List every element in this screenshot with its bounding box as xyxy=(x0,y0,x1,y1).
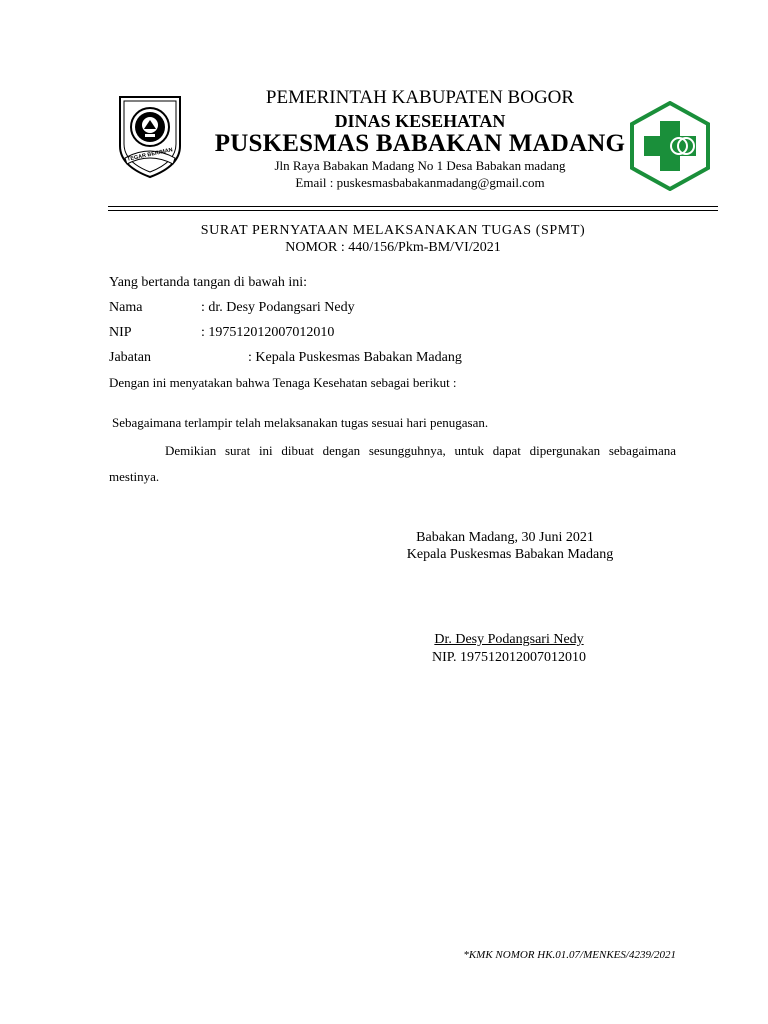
left-logo-motto: TEGAR BERIMAN xyxy=(126,147,174,163)
document-title: SURAT PERNYATAAN MELAKSANAKAN TUGAS (SPMT) xyxy=(200,223,586,238)
letterhead-divider-thin xyxy=(108,210,718,211)
signature-place-date: Babakan Madang, 30 Juni 2021 xyxy=(416,530,594,545)
attachment-note: Sebagaimana terlampir telah melaksanakan tugas sesuai hari penugasan. xyxy=(112,415,489,430)
letterhead-email: Email : puskesmasbabakanmadang@gmail.com xyxy=(295,175,545,190)
letterhead-government: PEMERINTAH KABUPATEN BOGOR xyxy=(265,87,575,108)
statement-text: Dengan ini menyatakan bahwa Tenaga Kesehatan sebagai berikut : xyxy=(109,375,457,390)
signature-role: Kepala Puskesmas Babakan Madang xyxy=(406,547,614,562)
letterhead-department: DINAS KESEHATAN xyxy=(334,111,506,131)
footer-reference: *KMK NOMOR HK.01.07/MENKES/4239/2021 xyxy=(463,949,676,961)
position-value: : Kepala Puskesmas Babakan Madang xyxy=(248,350,462,365)
letterhead-organization: PUSKESMAS BABAKAN MADANG xyxy=(214,130,626,157)
name-label: Nama xyxy=(109,300,143,315)
signatory-nip: NIP. 197512012007012010 xyxy=(431,650,586,665)
name-value: : dr. Desy Podangsari Nedy xyxy=(201,300,355,315)
nip-value: : 197512012007012010 xyxy=(201,325,335,340)
nip-label: NIP xyxy=(109,325,132,340)
position-label: Jabatan xyxy=(109,350,151,365)
bogor-regency-crest-icon xyxy=(117,94,183,180)
closing-paragraph: Demikian surat ini dibuat dengan sesungguhnya, untuk dapat dipergunakan sebagaimana mestinya. xyxy=(109,443,676,484)
signatory-name: Dr. Desy Podangsari Nedy xyxy=(434,632,584,647)
intro-text: Yang bertanda tangan di bawah ini: xyxy=(109,275,308,290)
letterhead-divider xyxy=(108,206,718,207)
letterhead-address: Jln Raya Babakan Madang No 1 Desa Babakan madang xyxy=(274,158,566,173)
document-number: NOMOR : 440/156/Pkm-BM/VI/2021 xyxy=(285,240,501,255)
